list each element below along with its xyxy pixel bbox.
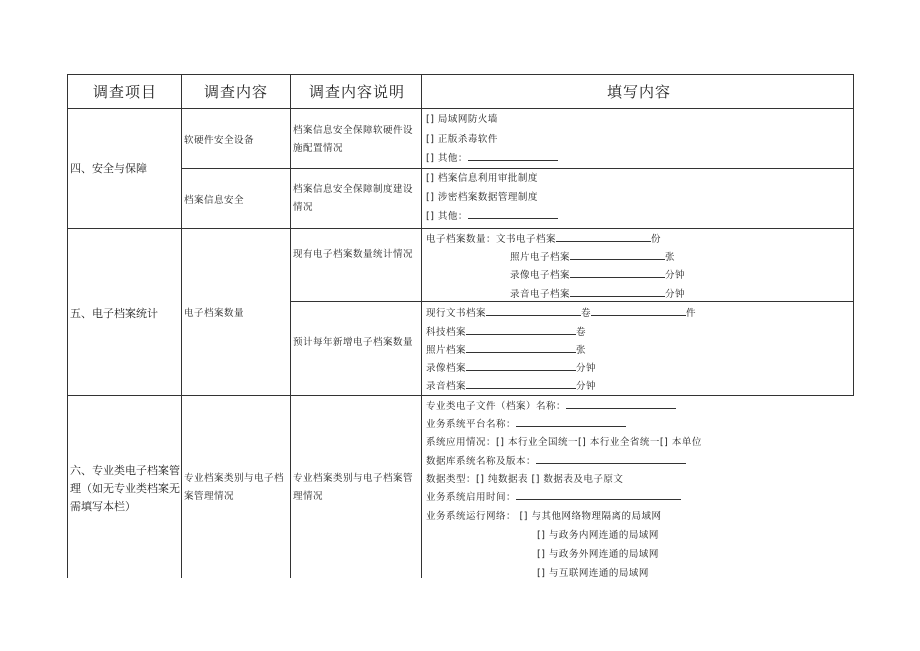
- stat-label: 照片电子档案: [510, 252, 571, 263]
- stat-input[interactable]: [486, 305, 581, 316]
- start-time-input[interactable]: [516, 489, 681, 500]
- stat-unit: 分钟: [665, 270, 686, 281]
- col-divider-2: [290, 74, 291, 578]
- stat-unit: 分钟: [576, 381, 597, 392]
- header-col-description: 调查内容说明: [309, 83, 406, 101]
- stat-input[interactable]: [466, 378, 576, 389]
- archive-name-input[interactable]: [566, 398, 676, 409]
- checkbox-gov-intranet-lan[interactable]: [] 与政务内网连通的局域网: [537, 530, 659, 541]
- field-label: 业务系统运行网络：: [426, 511, 517, 522]
- section5-divider: [67, 395, 854, 396]
- col-divider-1: [181, 74, 182, 578]
- header-col-item: 调查项目: [93, 83, 158, 101]
- stat-label: 科技档案: [426, 327, 467, 338]
- db-row: [426, 453, 686, 467]
- header-col-content: 调查内容: [204, 83, 269, 101]
- checkbox-data-and-original[interactable]: [] 数据表及电子原文: [531, 474, 624, 485]
- annual-row-audio: [426, 378, 596, 392]
- stat-input[interactable]: [570, 249, 665, 260]
- stat-row-docs: [426, 231, 661, 245]
- stat-input[interactable]: [466, 342, 576, 353]
- section6-description: 专业档案类别与电子档案管理情况: [293, 473, 414, 502]
- row-divider-5a: [290, 301, 854, 302]
- stat-row-audio: [510, 286, 685, 300]
- stat-unit: 分钟: [576, 363, 597, 374]
- table-border-right-header: [853, 74, 854, 108]
- other-blank[interactable]: [468, 208, 558, 219]
- section4-divider: [67, 228, 854, 229]
- section4-row2-content: 档案信息安全: [184, 195, 245, 206]
- stat-unit: 张: [576, 345, 587, 356]
- checkbox-firewall[interactable]: [] 局域网防火墙: [426, 114, 498, 125]
- table-border-left: [67, 74, 68, 578]
- stat-row-video: [510, 267, 685, 281]
- annual-row-video: [426, 360, 596, 374]
- stat-unit: 分钟: [665, 289, 686, 300]
- stat-input[interactable]: [556, 231, 651, 242]
- stat-unit: 张: [665, 252, 676, 263]
- checkbox-isolated-lan[interactable]: [] 与其他网络物理隔离的局域网: [519, 511, 662, 522]
- stat-unit: 卷: [576, 327, 587, 338]
- checkbox-antivirus[interactable]: [] 正版杀毒软件: [426, 134, 498, 145]
- stat-row-photos: [510, 249, 675, 263]
- checkbox-classified-system[interactable]: [] 涉密档案数据管理制度: [426, 192, 538, 203]
- checkbox-gov-extranet-lan[interactable]: [] 与政务外网连通的局域网: [537, 549, 659, 560]
- annual-row-docs: [426, 305, 696, 319]
- section5-row2-description: 预计每年新增电子档案数量: [293, 337, 414, 348]
- stat-label: 录音档案: [426, 381, 467, 392]
- network-row: [426, 508, 661, 522]
- stat-label: 现行文书档案: [426, 308, 487, 319]
- section6-item: 六、专业类电子档案管理（如无专业类档案无需填写本栏）: [70, 464, 180, 513]
- annual-row-photos: [426, 342, 586, 356]
- field-label: 业务系统启用时间：: [426, 492, 517, 503]
- field-label: 业务系统平台名称：: [426, 419, 517, 430]
- stat-label: 录音电子档案: [510, 289, 571, 300]
- field-label: 系统应用情况：: [426, 437, 497, 448]
- archive-name-row: [426, 398, 676, 412]
- annual-row-tech: [426, 324, 586, 338]
- stat-input[interactable]: [466, 324, 576, 335]
- platform-input[interactable]: [516, 416, 626, 427]
- table-border-right: [853, 108, 854, 395]
- other-blank[interactable]: [468, 150, 558, 161]
- checkbox-provincial[interactable]: [] 本行业全省统一: [577, 437, 660, 448]
- checkbox-other-2[interactable]: [426, 208, 558, 222]
- other-label: [] 其他：: [426, 211, 468, 222]
- section4-row1-description: 档案信息安全保障软硬件设施配置情况: [293, 125, 414, 154]
- stat-input[interactable]: [570, 267, 665, 278]
- checkbox-approval-system[interactable]: [] 档案信息利用审批制度: [426, 173, 538, 184]
- row-divider-4a: [181, 168, 854, 169]
- field-label: 数据库系统名称及版本：: [426, 456, 537, 467]
- section4-row2-description: 档案信息安全保障制度建设情况: [293, 184, 414, 213]
- col-divider-3: [421, 74, 422, 578]
- stat-label: 录像档案: [426, 363, 467, 374]
- platform-row: [426, 416, 626, 430]
- field-label: 专业类电子文件（档案）名称：: [426, 401, 567, 412]
- dtype-row: [426, 471, 623, 485]
- checkbox-internet-lan[interactable]: [] 与互联网连通的局域网: [537, 568, 649, 579]
- stat-input[interactable]: [466, 360, 576, 371]
- stat-label: 照片档案: [426, 345, 467, 356]
- section5-item: 五、电子档案统计: [70, 307, 158, 320]
- stat-unit: 份: [651, 234, 662, 245]
- checkbox-national[interactable]: [] 本行业全国统一: [496, 437, 578, 448]
- section4-row1-content: 软硬件安全设备: [184, 135, 255, 146]
- stat-unit: 卷: [581, 308, 592, 319]
- section5-content: 电子档案数量: [184, 308, 245, 319]
- checkbox-other-1[interactable]: [426, 150, 558, 164]
- section4-item: 四、安全与保障: [70, 162, 147, 175]
- checkbox-unit[interactable]: [] 本单位: [659, 437, 702, 448]
- stat-lead: 电子档案数量：: [426, 234, 497, 245]
- header-divider: [67, 108, 854, 109]
- field-label: 数据类型：: [426, 474, 477, 485]
- stat-input[interactable]: [591, 305, 686, 316]
- stat-input[interactable]: [570, 286, 665, 297]
- db-input[interactable]: [536, 453, 686, 464]
- stat-label: 录像电子档案: [510, 270, 571, 281]
- section5-row1-description: 现有电子档案数量统计情况: [293, 249, 414, 260]
- table-border-top: [67, 74, 854, 75]
- header-col-fill: 填写内容: [607, 83, 672, 101]
- app-row: [426, 434, 702, 448]
- stat-unit: 件: [686, 308, 697, 319]
- section6-content: 专业档案类别与电子档案管理情况: [184, 473, 285, 502]
- stat-label: 文书电子档案: [496, 234, 557, 245]
- start-time-row: [426, 489, 681, 503]
- other-label: [] 其他：: [426, 153, 468, 164]
- checkbox-pure-data[interactable]: [] 纯数据表: [476, 474, 528, 485]
